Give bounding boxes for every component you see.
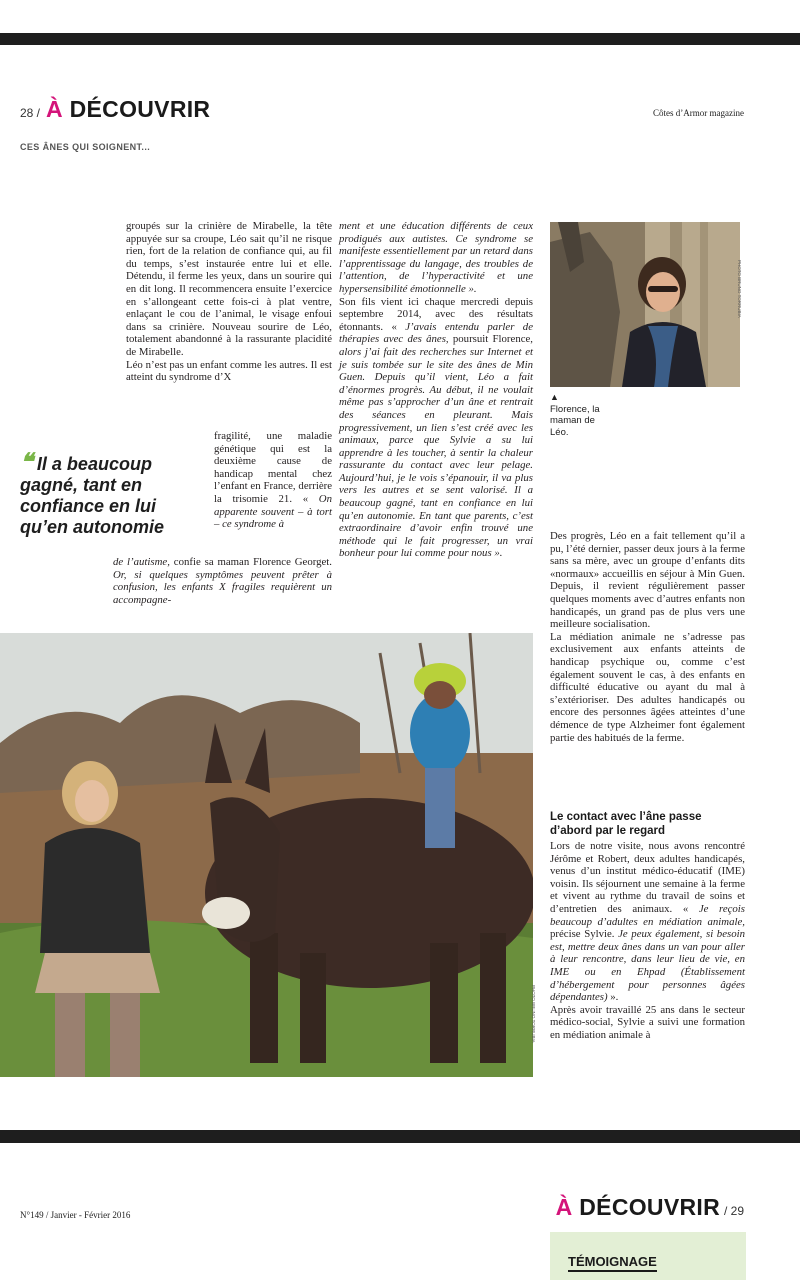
testimony-label: TÉMOIGNAGE (568, 1254, 657, 1272)
article-column-1 (126, 220, 332, 384)
caption-text: Florence, la maman de Léo. (550, 403, 600, 438)
quote-span: On apparente souvent – à tort – ce syndrome à (214, 492, 333, 531)
quote-span: Je reçois beaucoup d’adultes en médiation animale, (550, 902, 746, 928)
testimony-box (550, 1232, 746, 1280)
text-span: précise Sylvie. (550, 928, 619, 941)
paragraph: Des progrès, Léo en a fait tellement qu’il a pu, l’été dernier, passer deux jours à la ferme sans sa mère, avec un groupe d’enfants dits «normaux» accueillis en séjour à Min Guen. Depuis, il revient régulièrement passer quelques moments avec d’autres enfants non handicapés, un grand pas de plus vers une meilleure socialisation. (550, 530, 745, 631)
quote-span: J’avais entendu parler de thérapies avec des ânes, (339, 320, 533, 346)
photo-caption (550, 392, 610, 438)
article-column-3 (550, 530, 745, 744)
article-column-2 (339, 220, 533, 560)
text-span: Son fils vient ici chaque mercredi depuis septembre 2014, avec des résultats étonnants. « (339, 295, 533, 333)
article-column-3-continued (550, 840, 745, 1042)
section-title-accent: À (555, 1194, 573, 1220)
quote-span: Je peux également, si besoin est, mettre deux ânes dans un van pour aller à leur rencontre, dans leur lieu de vie, en IME ou en Ehpad (Établissement d’hébergement pour personnes âgées dépendantes) (550, 928, 745, 1004)
photo-donkey-child (0, 633, 533, 1077)
top-black-bar (0, 33, 800, 45)
next-page-header (556, 1194, 744, 1221)
section-title (46, 96, 210, 123)
article-subheading: Le contact avec l’âne passe d’abord par le regard (550, 811, 702, 837)
photo-credit (737, 260, 752, 380)
quote-span: alors j’ai fait des recherches sur Internet et je suis tombée sur le site des ânes de Min Guen. Depuis qu’il vient, Léo a fait d’énormes progrès. Au début, il ne voulait même pas s’approcher d’un âne et rentrait des séances en pleurant. Mais progressivement, un lien s’est créé avec les animaux, parce que Sylvie a su lui apprendre à les toucher, à sentir la chaleur rassurante du contact avec leur pelage. Aujourd’hui, je le vois s’épanouir, il va plus vers les autres et se sent valorisé. Il a beaucoup gagné, tant en confiance en lui qu’en autonomie. En tant que parents, c’est extraordinaire d’avoir enfin trouvé une méthode qui le fait progresser, un vrai bonheur pour lui comme pour nous ». (339, 345, 533, 560)
paragraph: La médiation animale ne s’adresse pas exclusivement aux enfants atteints de handicap psychique ou, comme c’est également souvent le cas, à des enfants en difficulté éducative ou ayant du mal à s’extérioriser. Des adultes handicapés ou encore des personnes âgées atteintes d’une démence de type Alzheimer font également partie des habitués de la ferme. (550, 630, 745, 744)
photo-donkey-child-image (0, 633, 533, 1077)
page-header (20, 96, 744, 126)
paragraph: Après avoir travaillé 25 ans dans le secteur médico-social, Sylvie a suivi une formation en médiation animale à (550, 1003, 745, 1041)
photo-credit-text: PHOTO BRUNO TORRUBIA (531, 985, 536, 1043)
issue-info: N°149 / Janvier - Février 2016 (20, 1210, 131, 1220)
quote-mark-icon: ❝ (20, 449, 33, 476)
paragraph (339, 296, 533, 560)
photo-florence (550, 222, 740, 387)
photo-florence-image (550, 222, 740, 387)
article-column-1-end (113, 556, 332, 606)
quote-span: de l’autisme, (113, 556, 170, 568)
pull-quote-text: Il a beaucoup gagné, tant en confiance en lui qu’en autonomie (20, 454, 164, 537)
quote-span: Or, si quelques symptômes peuvent prêter à confusion, les enfants X fragiles requièrent un accompagne- (113, 568, 332, 606)
article-column-1-wrap (214, 430, 332, 531)
paragraph (550, 840, 745, 1004)
page-number: 28 / (20, 106, 41, 120)
paragraph: Léo n’est pas un enfant comme les autres. Il est atteint du syndrome d’X (126, 358, 332, 384)
paragraph: groupés sur la crinière de Mirabelle, la tête appuyée sur sa croupe, Léo sait qu’il ne risque rien, fort de la relation de confiance qui, au fil du temps, s’est instaurée entre lui et elle. Détendu, il ferme les yeux, dans un sourire qui en dit long. Il recommencera ensuite l’exercice en s’allongeant cette fois-ci à plat ventre, enlaçant le cou de l’animal, le visage enfoui dans sa crinière. Nouveau sourire de Léo, totalement abandonné à la rassurante placidité de Mirabelle. (126, 220, 332, 358)
section-title-text: DÉCOUVRIR (62, 96, 211, 122)
text-span: ». (607, 991, 619, 1004)
section-title (556, 1194, 720, 1220)
pull-quote (20, 449, 206, 538)
paragraph (113, 556, 332, 606)
text-span: Lors de notre visite, nous avons rencontré Jérôme et Robert, deux adultes handicapés, venus d’un institut médico-éducatif (IME) voisin. Ils séjournent une semaine à la ferme et vivent au rythme du travail de soins et d’entretien des animaux. « (550, 840, 745, 915)
text-span: poursuit Florence, (448, 333, 534, 346)
section-title-accent: À (46, 96, 63, 122)
section-title-text: DÉCOUVRIR (572, 1194, 720, 1220)
text-span: confie sa maman Florence Georget. (169, 556, 333, 568)
paragraph: ment et une éducation différents de ceux prodigués aux autistes. Ce syndrome se manifeste essentiellement par un retard dans l’apprentissage du langage, des troubles de l’attention, de l’hyperactivité et une hypersensibilité émotionnelle ». (339, 220, 533, 295)
page-number: / 29 (723, 1204, 744, 1218)
magazine-name: Côtes d’Armor magazine (653, 108, 744, 118)
photo-credit-text: PHOTO BRUNO TORRUBIA (737, 260, 742, 318)
photo-credit (531, 985, 546, 1075)
text-span: fragilité, une maladie génétique qui est la deuxième cause de handicap mental chez l’enfant en France, derrière la trisomie 21. « (214, 430, 332, 505)
article-kicker: CES ÂNES QUI SOIGNENT... (20, 142, 151, 152)
triangle-up-icon: ▲ (550, 392, 559, 402)
paragraph (214, 430, 332, 531)
page-break-bar (0, 1130, 800, 1143)
